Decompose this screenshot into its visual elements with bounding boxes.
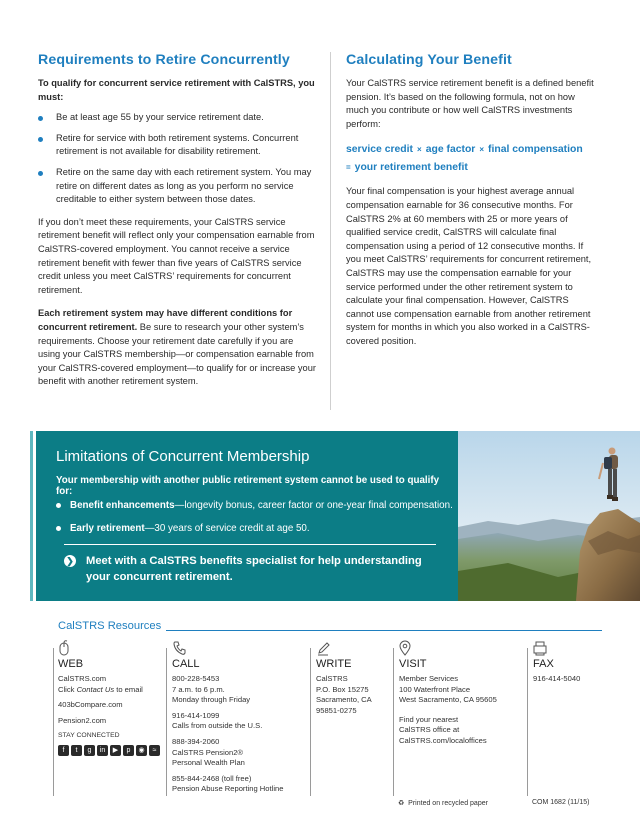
bullet-dot: [56, 503, 61, 508]
map-pin-icon: [399, 640, 524, 656]
resources-title: CalSTRS Resources: [58, 620, 162, 632]
fax-column: [533, 640, 603, 685]
rss-icon[interactable]: ≈: [149, 745, 160, 756]
phone-days: Monday through Friday: [172, 695, 251, 705]
conditions-bold: Each retirement system may have different conditions for concurrent retirement.: [38, 308, 293, 332]
recycled-text: Printed on recycled paper: [408, 800, 488, 807]
formula-multiply: ×: [479, 145, 485, 155]
limitations-subtitle: Your membership with another public retirement system cannot be used to qualify for:: [56, 475, 440, 497]
benefit-formula: [346, 141, 596, 177]
address-line: 95851-0275: [316, 705, 357, 715]
column-rule: [527, 648, 528, 796]
403b-link[interactable]: 403bCompare.com: [58, 700, 123, 710]
office-line: 100 Waterfront Place: [399, 684, 471, 694]
formula-multiply: ×: [417, 145, 422, 155]
requirements-intro: To qualify for concurrent service retirement with CalSTRS, you must:: [38, 78, 315, 102]
linkedin-icon[interactable]: in: [97, 745, 108, 756]
hotline-label: Pension Abuse Reporting Hotline: [172, 784, 284, 794]
resources-rule: [166, 630, 602, 631]
pension2-plan: Personal Wealth Plan: [172, 758, 245, 768]
hiker-photo: [458, 431, 640, 601]
limitation-text: —longevity bonus, career factor or one-year final compensation.: [174, 500, 453, 511]
column-rule: [393, 648, 394, 796]
bullet-dot: [38, 137, 43, 142]
document-code: COM 1682 (11/15): [532, 799, 590, 806]
bullet-dot: [38, 171, 43, 176]
banner-divider: [64, 544, 436, 545]
fax-icon: [533, 640, 603, 656]
facebook-icon[interactable]: f: [58, 745, 69, 756]
requirements-paragraph: If you don’t meet these requirements, your CalSTRS service retirement benefit will reflect only your compensation earnable from CalSTRS-covered employment. You cannot receive a service retirement benefit with fewer than five years of CalSTRS service credit unless you meet CalSTRS’ requirements for concurrent retirement.: [38, 216, 315, 295]
office-line: West Sacramento, CA 95605: [399, 695, 497, 705]
address-line: CalSTRS: [316, 674, 348, 683]
list-item-text: Retire for service with both retirement systems. Concurrent retirement is not available for disability retirement.: [56, 132, 299, 157]
contact-us-link[interactable]: Contact Us: [76, 684, 115, 694]
phone-icon: [172, 640, 307, 656]
contact-prefix: Click: [58, 684, 77, 694]
social-icons: [58, 745, 163, 756]
fax-number: 916-414-5040: [533, 674, 581, 683]
web-heading: WEB: [58, 658, 84, 670]
conditions-text: Be sure to research your other system’s requirements. Choose your retirement date carefully if you are using your CalSTRS membership—or compensation earnable from your CalSTRS-covered employment—to qualify for or increase your benefit with another retirement system.: [38, 321, 316, 387]
phone-pension2[interactable]: 888-394-2060: [172, 736, 220, 746]
pension2-link[interactable]: Pension2.com: [58, 715, 107, 725]
limitation-label: Early retirement: [70, 523, 145, 534]
formula-result: your retirement benefit: [354, 162, 468, 174]
phone-international[interactable]: 916-414-1099: [172, 710, 220, 720]
visit-column: [399, 640, 524, 747]
web-column: [58, 640, 163, 756]
googleplus-icon[interactable]: g: [84, 745, 95, 756]
calculating-title: Calculating Your Benefit: [346, 52, 512, 68]
pinterest-icon[interactable]: p: [123, 745, 134, 756]
bullet-dot: [38, 116, 43, 121]
list-item: [38, 166, 316, 207]
bullet-dot: [56, 526, 61, 531]
recycle-icon: ♻: [398, 800, 405, 807]
phone-hotline[interactable]: 855-844-2468 (toll free): [172, 773, 252, 783]
contact-us-text: [58, 685, 163, 696]
arrow-right-icon: ❯: [64, 555, 76, 567]
list-item-text: Be at least age 55 by your service retirement date.: [56, 112, 264, 123]
fax-heading: FAX: [533, 658, 554, 670]
instagram-icon[interactable]: ◉: [136, 745, 147, 756]
youtube-icon[interactable]: ▶: [110, 745, 121, 756]
calculating-section: [346, 52, 596, 359]
banner-accent-edge: [30, 431, 33, 601]
final-compensation-paragraph: Your final compensation is your highest average annual compensation earnable for 36 consecutive months. For CalSTRS 2% at 60 members with 25 or more years of qualified service credit, CalSTRS will calculate final compensation using a period of 12 consecutive months. If you meet CalSTRS’ requirements for concurrent retirement, CalSTRS may use the compensation earnable for your service performed under the other retirement system to calculate your final compensation. However, CalSTRS cannot use compensation earnable from another retirement system for months in which you also worked in a CalSTRS-covered position.: [346, 186, 592, 346]
limitations-list: [56, 499, 456, 545]
office-line: Member Services: [399, 674, 459, 683]
conditions-paragraph: [38, 307, 316, 389]
visit-heading: VISIT: [399, 658, 427, 670]
limitations-banner: [36, 431, 458, 601]
phone-main[interactable]: 800-228-5453: [172, 674, 220, 683]
pension2-label: CalSTRS Pension2®: [172, 747, 244, 757]
address-line: P.O. Box 15275: [316, 684, 369, 694]
list-item: [56, 522, 456, 535]
limitations-title: Limitations of Concurrent Membership: [56, 448, 310, 465]
calculating-intro: Your CalSTRS service retirement benefit is a defined benefit pension. It’s based on the following formula, not on how much you contribute or how well CalSTRS investments perform:: [346, 78, 594, 129]
mouse-icon: [58, 640, 163, 656]
local-office-line: Find your nearest: [399, 714, 459, 724]
formula-term-age-factor: age factor: [425, 144, 476, 156]
column-rule: [166, 648, 167, 796]
formula-term-final-compensation: final compensation: [488, 144, 583, 156]
specialist-callout: [64, 553, 436, 585]
column-rule: [53, 648, 54, 796]
call-heading: CALL: [172, 658, 200, 670]
list-item: [56, 499, 456, 512]
stay-connected-label: STAY CONNECTED: [58, 732, 120, 740]
recycled-note: [398, 799, 488, 807]
phone-international-note: Calls from outside the U.S.: [172, 721, 263, 731]
pencil-icon: [316, 640, 392, 656]
requirements-section: [38, 52, 316, 399]
local-offices-link[interactable]: CalSTRS.com/localoffices: [399, 735, 487, 745]
formula-equals: =: [346, 163, 351, 173]
hiker-photo-image: [458, 431, 640, 601]
limitation-label: Benefit enhancements: [70, 500, 175, 511]
formula-term-service-credit: service credit: [346, 144, 414, 156]
callout-text: Meet with a CalSTRS benefits specialist for help understanding your concurrent retirement.: [86, 555, 422, 583]
call-column: [172, 640, 307, 795]
list-item-text: Retire on the same day with each retirement system. You may retire on different dates as long as you perform no service creditable to either system between those dates.: [56, 166, 312, 205]
column-divider: [330, 52, 331, 410]
column-rule: [310, 648, 311, 796]
write-heading: WRITE: [316, 658, 352, 670]
list-item: [38, 132, 316, 159]
address-line: Sacramento, CA: [316, 695, 372, 705]
requirements-list: [38, 111, 316, 207]
local-office-line: CalSTRS office at: [399, 725, 460, 735]
twitter-icon[interactable]: t: [71, 745, 82, 756]
requirements-title: Requirements to Retire Concurrently: [38, 52, 290, 68]
calstrs-link[interactable]: CalSTRS.com: [58, 674, 107, 683]
contact-suffix: to email: [114, 684, 143, 694]
list-item: [38, 111, 316, 125]
limitation-text: —30 years of service credit at age 50.: [144, 523, 310, 534]
write-column: [316, 640, 392, 716]
phone-hours: 7 a.m. to 6 p.m.: [172, 684, 225, 694]
